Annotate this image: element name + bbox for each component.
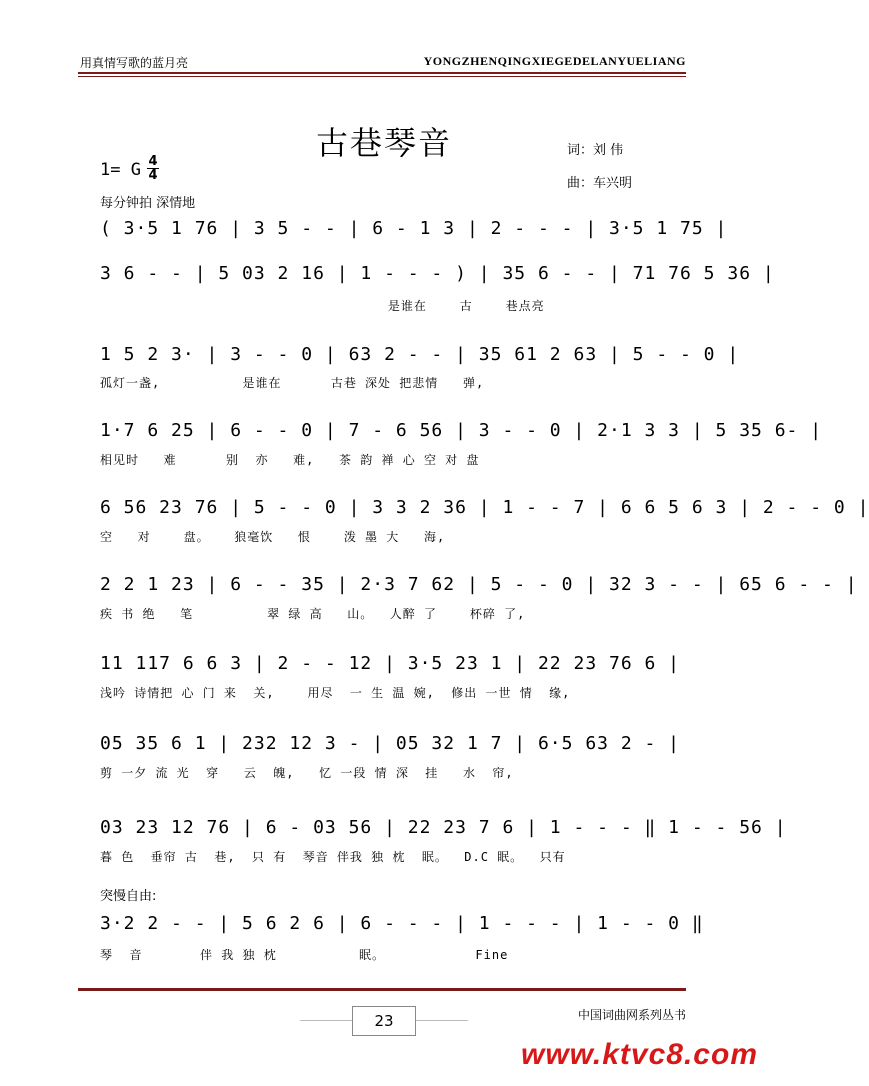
score-line-5-notes: 6 56 23 76 | 5 - - 0 | 3 3 2 36 | 1 - - 7 | 6 6 5 6 3 | 2 - - 0 |	[100, 497, 869, 518]
score-line-10-lyrics: 琴 音 伴 我 独 枕 眠。 Fine	[100, 948, 509, 962]
score-line-2-notes: 3 6 - - | 5 03 2 16 | 1 - - - ) | 35 6 - - | 71 76 5 36 |	[100, 263, 775, 284]
score-line-8-lyrics: 剪 一夕 流 光 穿 云 魄, 忆 一段 情 深 挂 水 帘,	[100, 766, 514, 780]
series-text: 中国词曲网系列丛书	[577, 1008, 686, 1022]
score-line-7-lyrics: 浅吟 诗情把 心 门 来 关, 用尽 一 生 温 婉, 修出 一世 情 缘,	[100, 686, 571, 700]
composer: 曲：车兴明	[567, 176, 633, 191]
header-right-text: YONGZHENQINGXIEGEDELANYUELIANG	[423, 54, 686, 68]
watermark-logo: www.ktvc8.com	[521, 1038, 758, 1071]
score-line-3-notes: 1 5 2 3· | 3 - - 0 | 63 2 - - | 35 61 2 63 | 5 - - 0 |	[100, 344, 740, 365]
footer-rule	[78, 988, 686, 991]
lyricist: 词：刘 伟	[567, 143, 624, 158]
header-rule	[78, 72, 686, 77]
score-line-4-notes: 1·7 6 25 | 6 - - 0 | 7 - 6 56 | 3 - - 0 | 2·1 3 3 | 5 35 6- |	[100, 420, 823, 441]
time-signature	[147, 155, 159, 182]
score-line-5-lyrics: 空 对 盘。 狼毫饮 恨 泼 墨 大 海,	[100, 530, 446, 544]
score-line-10-notes: 3·2 2 - - | 5 6 2 6 | 6 - - - | 1 - - - | 1 - - 0 ‖	[100, 913, 704, 934]
score-line-3-lyrics: 孤灯一盏, 是谁在 古巷 深处 把悲情 弹,	[100, 376, 485, 390]
score-line-7-notes: 11 117 6 6 3 | 2 - - 12 | 3·5 23 1 | 22 23 76 6 |	[100, 653, 681, 674]
score-line-1-notes: ( 3·5 1 76 | 3 5 - - | 6 - 1 3 | 2 - - - | 3·5 1 75 |	[100, 218, 728, 239]
song-title: 古巷琴音	[315, 124, 452, 162]
page-number: 23	[352, 1006, 416, 1036]
key-signature: 1= G	[100, 160, 141, 180]
time-signature-top: 4	[148, 154, 158, 169]
score-line-2-lyrics: 是谁在 古 巷点亮	[100, 299, 545, 313]
tempo-marking: 每分钟拍 深情地	[100, 196, 196, 211]
score-line-4-lyrics: 相见时 难 别 亦 难, 茶 韵 禅 心 空 对 盘	[100, 453, 480, 467]
score-line-8-notes: 05 35 6 1 | 232 12 3 - | 05 32 1 7 | 6·5 63 2 - |	[100, 733, 681, 754]
score-line-9-lyrics: 暮 色 垂帘 古 巷, 只 有 琴音 伴我 独 枕 眠。 D.C 眠。 只有	[100, 850, 566, 864]
score-line-6-notes: 2 2 1 23 | 6 - - 35 | 2·3 7 62 | 5 - - 0 | 32 3 - - | 65 6 - - |	[100, 574, 858, 595]
score-line-9-notes: 03 23 12 76 | 6 - 03 56 | 22 23 7 6 | 1 - - - ‖ 1 - - 56 |	[100, 817, 787, 838]
sudden-slow-marking: 突慢自由:	[100, 889, 157, 904]
header-left-text: 用真情写歌的蓝月亮	[80, 56, 189, 70]
time-signature-bottom: 4	[148, 168, 158, 183]
score-line-6-lyrics: 疾 书 绝 笔 翠 绿 高 山。 人醉 了 杯碎 了,	[100, 607, 526, 621]
